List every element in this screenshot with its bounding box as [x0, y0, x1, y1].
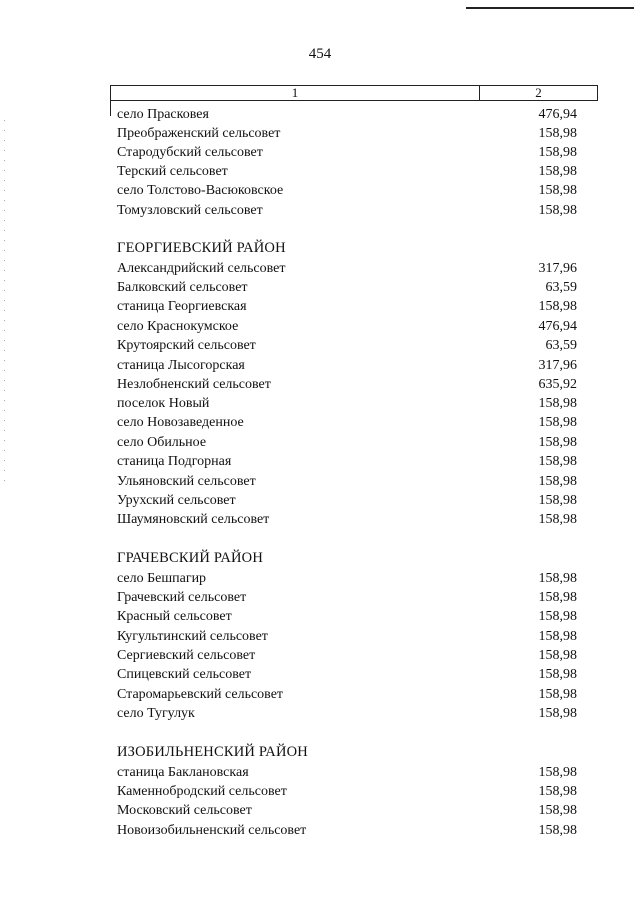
table-row — [117, 704, 577, 723]
table-row — [117, 413, 577, 432]
row-name: станица Лысогорская — [117, 358, 245, 373]
row-name: Сергиевский сельсовет — [117, 648, 256, 663]
row-name: село Новозаведенное — [117, 415, 244, 430]
row-name: село Обильное — [117, 435, 207, 450]
table-row — [117, 356, 577, 375]
table-header-col1: 1 — [291, 85, 299, 100]
section-heading-georgievsky: ГЕОРГИЕВСКИЙ РАЙОН — [117, 240, 286, 256]
row-name: Стародубский сельсовет — [117, 145, 263, 160]
row-name: Урухский сельсовет — [117, 493, 236, 508]
table-row — [117, 627, 577, 646]
table-row — [117, 375, 577, 394]
row-value: 158,98 — [538, 454, 577, 469]
table-row — [117, 143, 577, 162]
table-row — [117, 452, 577, 471]
row-value: 158,98 — [538, 648, 577, 663]
page-number: 454 — [308, 46, 332, 62]
row-value: 158,98 — [538, 765, 577, 780]
row-name: Томузловский сельсовет — [117, 203, 263, 218]
row-name: Преображенский сельсовет — [117, 126, 281, 141]
row-name: Шаумяновский сельсовет — [117, 512, 270, 527]
row-name: Ульяновский сельсовет — [117, 474, 256, 489]
row-value: 158,98 — [538, 203, 577, 218]
table-row — [117, 510, 577, 529]
table-row — [117, 394, 577, 413]
table-row — [117, 821, 577, 840]
table-header — [110, 85, 598, 101]
table-row — [117, 105, 577, 124]
row-value: 635,92 — [538, 377, 577, 392]
row-name: село Бешпагир — [117, 571, 207, 586]
row-name: Красный сельсовет — [117, 609, 232, 624]
row-name: Балковский сельсовет — [117, 280, 248, 295]
row-name: село Толстово-Васюковское — [117, 183, 284, 198]
row-value: 158,98 — [538, 667, 577, 682]
row-value: 63,59 — [545, 280, 577, 295]
table-row — [117, 782, 577, 801]
row-value: 158,98 — [538, 493, 577, 508]
row-value: 158,98 — [538, 512, 577, 527]
row-value: 158,98 — [538, 299, 577, 314]
row-value: 158,98 — [538, 435, 577, 450]
table-row — [117, 472, 577, 491]
row-value: 158,98 — [538, 183, 577, 198]
row-name: Крутоярский сельсовет — [117, 338, 256, 353]
table-row — [117, 317, 577, 336]
table-row — [117, 491, 577, 510]
table-left-border — [110, 100, 111, 116]
row-value: 158,98 — [538, 609, 577, 624]
row-name: Каменнобродский сельсовет — [117, 784, 287, 799]
row-value: 158,98 — [538, 145, 577, 160]
row-name: Незлобненский сельсовет — [117, 377, 271, 392]
table-header-col2: 2 — [535, 85, 542, 100]
row-value: 158,98 — [538, 803, 577, 818]
row-value: 158,98 — [538, 164, 577, 179]
table-row — [117, 201, 577, 220]
table-row — [117, 569, 577, 588]
table-row — [117, 336, 577, 355]
row-value: 158,98 — [538, 784, 577, 799]
table-row — [117, 181, 577, 200]
row-name: Терский сельсовет — [117, 164, 228, 179]
row-value: 158,98 — [538, 590, 577, 605]
table-row — [117, 665, 577, 684]
row-value: 158,98 — [538, 629, 577, 644]
table-row — [117, 259, 577, 278]
table-row — [117, 685, 577, 704]
row-name: село Краснокумское — [117, 319, 239, 334]
table-row — [117, 588, 577, 607]
table-row — [117, 801, 577, 820]
row-value: 158,98 — [538, 415, 577, 430]
table-row — [117, 646, 577, 665]
row-name: Кугультинский сельсовет — [117, 629, 268, 644]
table-row — [117, 162, 577, 181]
row-value: 158,98 — [538, 823, 577, 838]
row-name: станица Баклановская — [117, 765, 249, 780]
table-row — [117, 763, 577, 782]
section-heading-grachevsky: ГРАЧЕВСКИЙ РАЙОН — [117, 550, 264, 566]
scan-margin-dots — [4, 120, 6, 490]
row-name: Новоизобильненский сельсовет — [117, 823, 307, 838]
row-value: 158,98 — [538, 396, 577, 411]
section-heading-izobilnensky: ИЗОБИЛЬНЕНСКИЙ РАЙОН — [117, 744, 308, 760]
row-value: 158,98 — [538, 687, 577, 702]
row-name: Грачевский сельсовет — [117, 590, 247, 605]
row-name: Спицевский сельсовет — [117, 667, 252, 682]
row-name: станица Подгорная — [117, 454, 232, 469]
top-rule — [466, 7, 634, 9]
row-value: 158,98 — [538, 474, 577, 489]
table-row — [117, 297, 577, 316]
table-row — [117, 278, 577, 297]
row-value: 158,98 — [538, 571, 577, 586]
row-value: 317,96 — [538, 358, 577, 373]
row-value: 158,98 — [538, 126, 577, 141]
row-value: 63,59 — [545, 338, 577, 353]
table-row — [117, 607, 577, 626]
row-name: Московский сельсовет — [117, 803, 252, 818]
row-value: 476,94 — [538, 107, 577, 122]
row-name: Александрийский сельсовет — [117, 261, 286, 276]
row-name: село Прасковея — [117, 107, 209, 122]
row-name: село Тугулук — [117, 706, 195, 721]
table-row — [117, 433, 577, 452]
row-name: станица Георгиевская — [117, 299, 247, 314]
row-value: 476,94 — [538, 319, 577, 334]
row-name: поселок Новый — [117, 396, 210, 411]
table-row — [117, 124, 577, 143]
row-value: 158,98 — [538, 706, 577, 721]
row-name: Старомарьевский сельсовет — [117, 687, 284, 702]
row-value: 317,96 — [538, 261, 577, 276]
